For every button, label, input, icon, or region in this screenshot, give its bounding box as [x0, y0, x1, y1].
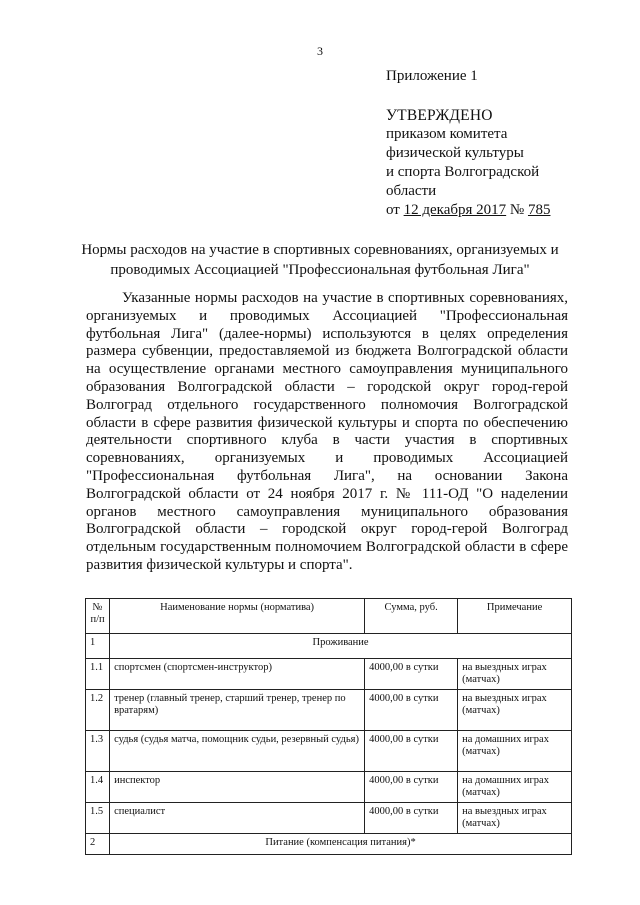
- header-note: Примечание: [458, 599, 572, 634]
- row-sum: 4000,00 в сутки: [365, 690, 458, 731]
- row-name: тренер (главный тренер, старший тренер, тренер по вратарям): [110, 690, 365, 731]
- norms-table: [85, 598, 572, 855]
- row-number: 1.3: [86, 731, 110, 772]
- table-row: [86, 772, 572, 803]
- approval-line: приказом комитета: [386, 126, 508, 142]
- row-number: 1.5: [86, 803, 110, 834]
- row-number: 1.2: [86, 690, 110, 731]
- row-number: 1.1: [86, 659, 110, 690]
- header-name: Наименование нормы (норматива): [110, 599, 365, 634]
- row-note: на домашних играх (матчах): [458, 731, 572, 772]
- body-paragraph: Указанные нормы расходов на участие в спортивных соревнованиях, организуемых и проводимых Ассоциацией "Профессиональная футбольная Лига" (далее-нормы) используются в целях определения размера субвенции, предоставляемой из бюджета Волгоградской области на осуществление органами местного самоуправления муниципального образования Волгоградской области – городской округ город-герой Волгоград отдельного государственного полномочия Волгоградской области в сфере развития физической культуры и спорта по обеспечению деятельности спортивного клуба в части участия в спортивных соревнованиях, организуемых и проводимых Ассоциацией "Профессиональная футбольная Лига", на основании Закона Волгоградской области от 24 ноября 2017 г. № 111-ОД "О наделении органов местного самоуправления муниципального образования Волгоградской области – городской округ город-герой Волгоград отдельным государственным полномочием Волгоградской области в сфере развития физической культуры и спорта".: [86, 290, 568, 573]
- section-row: [86, 634, 572, 659]
- table-header-row: [86, 599, 572, 634]
- header-sum: Сумма, руб.: [365, 599, 458, 634]
- row-number: 1.4: [86, 772, 110, 803]
- row-sum: 4000,00 в сутки: [365, 772, 458, 803]
- approval-line: области: [386, 183, 437, 199]
- document-title: Нормы расходов на участие в спортивных соревнованиях, организуемых и проводимых Ассоциацией "Профессиональная футбольная Лига": [81, 242, 559, 278]
- row-note: на домашних играх (матчах): [458, 772, 572, 803]
- order-date: 12 декабря 2017: [403, 202, 507, 218]
- row-note: на выездных играх (матчах): [458, 659, 572, 690]
- approval-line: и спорта Волгоградской: [386, 164, 540, 180]
- row-note: на выездных играх (матчах): [458, 690, 572, 731]
- row-sum: 4000,00 в сутки: [365, 731, 458, 772]
- approval-block: [386, 106, 550, 220]
- approval-date-line: [386, 201, 550, 220]
- table-row: [86, 731, 572, 772]
- row-name: специалист: [110, 803, 365, 834]
- row-sum: 4000,00 в сутки: [365, 659, 458, 690]
- row-name: инспектор: [110, 772, 365, 803]
- section-title: Проживание: [110, 634, 572, 659]
- row-note: на выездных играх (матчах): [458, 803, 572, 834]
- section-number: 1: [86, 634, 110, 659]
- number-sign: №: [509, 202, 525, 218]
- row-name: судья (судья матча, помощник судьи, резервный судья): [110, 731, 365, 772]
- section-row: [86, 834, 572, 855]
- date-prefix: от: [386, 202, 400, 218]
- approved-stamp-text: УТВЕРЖДЕНО: [386, 107, 493, 124]
- section-number: 2: [86, 834, 110, 855]
- table-row: [86, 659, 572, 690]
- order-number: 785: [527, 202, 551, 218]
- section-title: Питание (компенсация питания)*: [110, 834, 572, 855]
- approval-line: физической культуры: [386, 145, 524, 161]
- row-name: спортсмен (спортсмен-инструктор): [110, 659, 365, 690]
- table-row: [86, 803, 572, 834]
- table-row: [86, 690, 572, 731]
- appendix-label: Приложение 1: [386, 68, 478, 84]
- header-number: № п/п: [86, 599, 110, 634]
- row-sum: 4000,00 в сутки: [365, 803, 458, 834]
- page-number: 3: [317, 44, 323, 58]
